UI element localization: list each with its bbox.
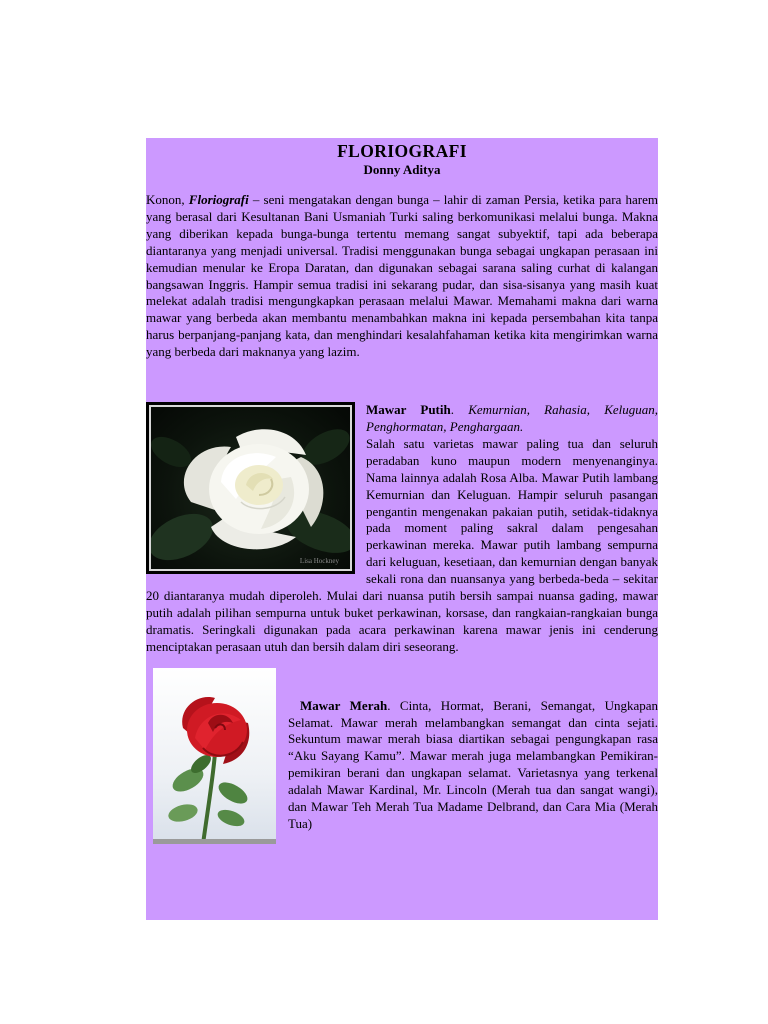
photo-credit: Lisa Hockney (299, 557, 339, 566)
document-title: FLORIOGRAFI (337, 141, 467, 161)
white-rose-photo-frame (149, 405, 352, 571)
red-rose-photo (153, 668, 276, 844)
document-author: Donny Aditya (363, 162, 441, 177)
white-rose-heading: Mawar Putih (366, 402, 451, 418)
photo-edge (153, 839, 276, 844)
intro-lead: Konon, (146, 192, 189, 207)
intro-text: – seni mengatakan dengan bunga – lahir di zaman Persia, ketika para harem yang berasal dari Kesultanan Bani Usmaniah Turki saling berkomunikasi melalui bunga. Makna yang diberikan kepada bunga-bunga tertentu memang sangat subyektif, tapi ada beberapa diantaranya yang menjadi universal. Tradisi menggunakan bunga sebagai ungkapan perasaan ini kemudian menular ke Eropa Daratan, dan digunakan sebagai sarana saling curhat di kalangan bangsawan Inggris. Hampir semua tradisi ini sekarang pudar, dan sisa-sisanya yang masih kuat melekat adalah tradisi mengungkapkan perasaan melalui Mawar. Memahami makna dari warna mawar yang berbeda akan membantu menambahkan makna ini kepada persembahan kita tanpa harus berpanjang-panjang kata, dan menghindari kesalahfahaman ketika kita mengirimkan warna yang berbeda dari maknanya yang lazim. (146, 192, 658, 360)
intro-paragraph (146, 192, 658, 361)
section-spacer (146, 656, 658, 668)
section-spacer (146, 361, 658, 402)
white-rose-body: Salah satu varietas mawar paling tua dan seluruh peradaban kuno maupun modern menyenanginya. Nama lainnya adalah Rosa Alba. Mawar Putih lambang Kemurnian dan Keluguan. Hampir seluruh pasangan pengantin mengenakan pakaian putih, setidak-tidaknya pada moment paling sakral dalam pengesahan perkawinan mereka. Mawar putih lambang sempurna dari keluguan, kesetiaan, dan kemurnian dengan banyak sekali rona dan nuansanya yang berbeda-beda – sekitar 20 diantaranya mudah diperoleh. Mulai dari nuansa putih bersih sampai nuansa gading, mawar putih adalah pilihan sempurna untuk buket perkawinan, korsase, dan rangkaian-rangkaian bunga dramatis. Seringkali digunakan pada acara perkawinan karena mawar jenis ini cenderung menciptakan perasaan utuh dan bersih dalam diri seseorang. (146, 435, 658, 654)
red-rose-heading: Mawar Merah (300, 697, 388, 713)
red-rose-body: Cinta, Hormat, Berani, Semangat, Ungkapan Selamat. Mawar merah melambangkan semangat dan cinta sejati. Sekuntum mawar merah biasa diartikan sebagai pengungkapan rasa “Aku Sayang Kamu”. Mawar merah juga melambangkan Pemikiran-pemikiran berani dan ungkapan selamat. Varietasnya yang terkenal adalah Mawar Kardinal, Mr. Lincoln (Merah tua dan sangat wangi), dan Mawar Teh Merah Tua Madame Delbrand, dan Cara Mia (Merah Tua) (288, 697, 658, 831)
white-rose-image (151, 407, 350, 569)
white-rose-photo (146, 402, 355, 574)
red-rose-separator: . (387, 697, 400, 713)
intro-term: Floriografi (188, 192, 249, 207)
red-rose-image (153, 668, 276, 844)
white-rose-meanings: Kemurnian, Rahasia, Keluguan, Penghormatan, Penghargaan. (366, 402, 658, 434)
document-panel (146, 138, 658, 920)
white-rose-separator: . (450, 402, 469, 418)
